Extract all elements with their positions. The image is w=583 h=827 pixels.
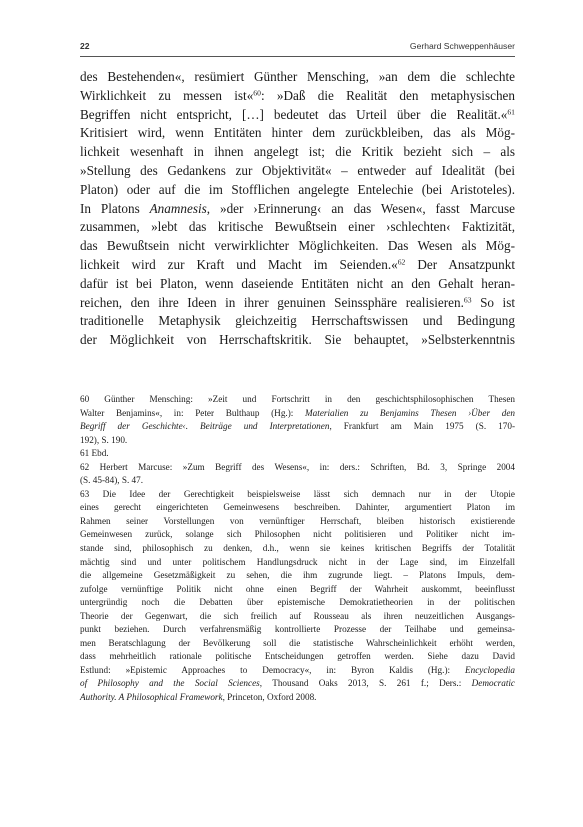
- text-line: zusammen, »lebt das kritische Bewußtsein einer ›schlechten‹ Faktizität,: [80, 219, 515, 235]
- footnote-line: zufolge vernünftige Politik nicht ohne einen Begriff der Wahrheit auskommt, beeinflusst: [80, 583, 515, 594]
- text-line: Platon) oder auf die im Stofflichen angelegte Entelechie (bei Aristoteles).: [80, 181, 515, 197]
- footnote-line: 63 Die Idee der Gerechtigkeit beispielsweise lässt sich demnach nur in der Utopie: [80, 488, 515, 499]
- footnotes: [80, 393, 515, 705]
- footnote-line: mächtig sind und unter politischem Handlungsdruck nicht in der Lage sind, im Einzelfall: [80, 556, 515, 567]
- footnote-line: Gemeinwesen zurück, solange sich Philosophen nicht politisieren und Politiker nicht im-: [80, 529, 515, 540]
- footnote-line: Walter Benjamins«, in: Peter Bulthaup (Hg.): Materialien zu Benjamins Thesen ›Über den: [80, 407, 515, 418]
- footnote-line: 62 Herbert Marcuse: »Zum Begriff des Wesens«, in: ders.: Schriften, Bd. 3, Springe 2004: [80, 461, 515, 472]
- text-line: des Bestehenden«, resümiert Günther Mensching, »an dem die schlechte: [80, 69, 515, 84]
- text-line: reichen, den ihre Ideen in ihrer genuinen Seinssphäre realisieren.$^{63}$ So ist: [80, 294, 515, 310]
- footnote-ref: 61: [507, 107, 515, 117]
- footnote-line: die allgemeine Gesetzmäßigkeit zu sehen, die ihm zugrunde liegt. – Platons Impuls, dem-: [80, 570, 515, 581]
- italic-title: Anamnesis: [149, 200, 207, 216]
- main-text: [80, 68, 515, 350]
- footnote-line: Estlund: »Epistemic Approaches to Democracy«, in: Byron Kaldis (Hg.): Encyclopedia: [80, 664, 515, 675]
- footnote-ref: 62: [397, 257, 406, 267]
- footnote-line: 60 Günther Mensching: »Zeit und Fortschritt in den geschichtsphilosophischen Thesen: [80, 394, 515, 404]
- footnote-line: dass mehrheitlich rationale politische Entscheidungen getroffen werden. Siehe dazu David: [80, 651, 515, 662]
- page-number: 22: [80, 41, 90, 51]
- footnote-line: punkt beziehen. Durch verfahrensmäßig kontrollierte Prozesse der Teilhabe und gemeinsa-: [80, 624, 515, 635]
- footnote-ref: 60: [253, 88, 261, 98]
- text-line: der Möglichkeit von Herrschaftskritik. Sie behauptet, »Selbsterkenntnis: [80, 332, 515, 348]
- text-line: das Bewußtsein nicht verwirklichter Möglichkeiten. Das Wesen als Mög-: [80, 238, 515, 254]
- footnote-line: untergründig noch die Debatten über epistemische Demokratietheorien in der politischen: [80, 597, 515, 608]
- footnote-line: Rahmen seiner Vorstellungen von vernünftiger Herrschaft, bleiben historisch existierende: [80, 515, 515, 526]
- footnote-line: stande sind, philosophisch zu denken, d.h., wenn sie keines kritischen Begriffs der Totalität: [80, 543, 515, 554]
- footnote-line: 61 Ebd.: [80, 448, 109, 459]
- footnote-line: of Philosophy and the Social Sciences, Thousand Oaks 2013, S. 261 f.; Ders.: Democratic: [80, 678, 515, 689]
- footnote-line: 192), S. 190.: [80, 434, 128, 445]
- text-line: »Stellung des Gedankens zur Objektivität« – entweder auf Idealität (bei: [80, 162, 515, 178]
- footnote-line: Authority. A Philosophical Framework, Princeton, Oxford 2008.: [80, 692, 317, 703]
- text-line: Wirklichkeit zu messen ist«$^{60}$: »Daß die Realität den metaphysischen: [80, 87, 515, 103]
- text-line: Kritisiert wird, wenn Entitäten hinter dem zurückbleiben, das als Mög-: [80, 125, 515, 141]
- text-line: lichkeit wird zur Kraft und Macht im Seienden.«$^{62}$ Der Ansatzpunkt: [80, 256, 515, 272]
- text-line: lichkeit wesenhaft in ihnen angelegt ist; die Kritik bezieht sich – als: [80, 144, 515, 160]
- footnote-line: Begriff der Geschichte‹. Beiträge und Interpretationen, Frankfurt am Main 1975 (S. 170-: [80, 421, 515, 432]
- footnote-line: eines gerecht eingerichteten Gemeinwesens beschreiben. Dahinter, argumentiert Platon im: [80, 502, 515, 513]
- footnote-ref: 63: [463, 294, 472, 304]
- footnote-line: men Beratschlagung der Bevölkerung soll die statistische Wahrscheinlichkeit erhöht werden,: [80, 637, 515, 648]
- text-line: Begriffen nicht entspricht, […] bedeutet das Urteil über die Realität.«$^{61}$: [80, 106, 515, 122]
- footnote-line: (S. 45-84), S. 47.: [80, 475, 144, 486]
- text-line: In Platons Anamnesis, »der ›Erinnerung‹ an das Wesen«, fasst Marcuse: [80, 200, 515, 216]
- text-line: traditionelle Metaphysik gleichzeitig Herrschaftswissen und Bedingung: [80, 313, 515, 329]
- running-header: [80, 40, 515, 57]
- text-line: dafür ist bei Platon, wenn daseiende Entitäten nicht an den Gehalt heran-: [80, 275, 515, 291]
- running-header-author: Gerhard Schweppenhäuser: [409, 41, 515, 51]
- footnote-line: Theorie der Gegenwart, die sich freilich auf Rousseau als ihren neuzeitlichen Ausgangs-: [80, 610, 515, 621]
